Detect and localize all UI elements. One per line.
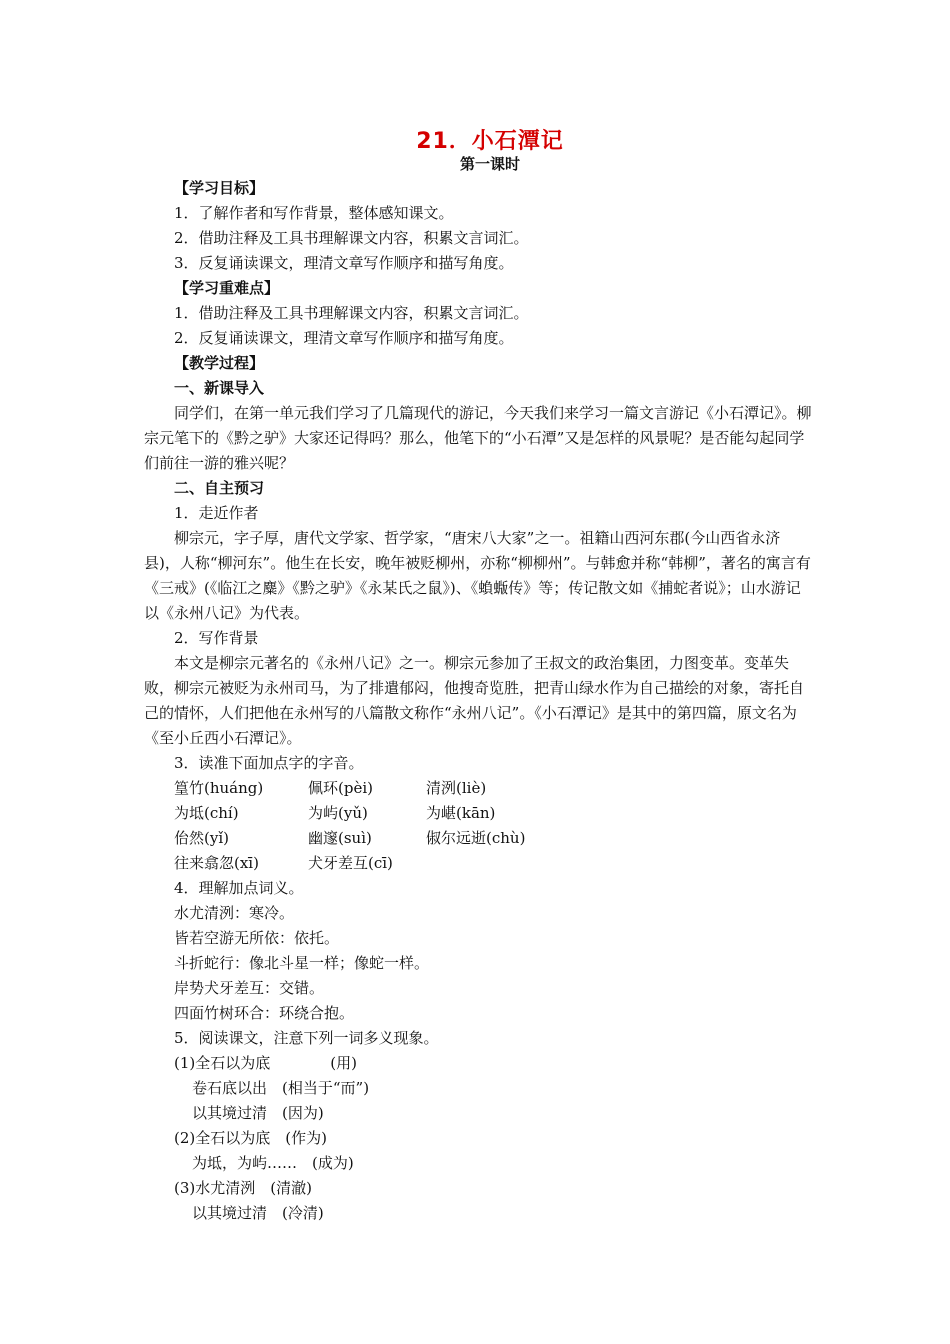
goal-item: 2．借助注释及工具书理解课文内容，积累文言词汇。 <box>174 229 529 247</box>
part-heading-intro: 一、新课导入 <box>174 379 265 397</box>
pron-item: 清洌(liè) <box>426 779 487 797</box>
pron-item: 篁竹(huáng) <box>174 779 264 797</box>
pron-item: 为屿(yǔ) <box>308 804 368 822</box>
document-body <box>144 176 814 1226</box>
polysemy-line: 以其境过清 (因为) <box>192 1104 324 1122</box>
subsection-title-pronunciation: 3．读准下面加点字的字音。 <box>174 754 364 772</box>
pron-item: 犬牙差互(cī) <box>308 854 393 872</box>
background-paragraph: 本文是柳宗元著名的《永州八记》之一。柳宗元参加了王叔文的政治集团，力图变革。变革失败，柳宗元被贬为永州司马，为了排遣郁闷，他搜奇览胜，把青山绿水作为自己描绘的对象，寄托自己的情怀，人们把他在永州写的八篇散文称作“永州八记”。《小石潭记》是其中的第四篇，原文名为《至小丘西小石潭记》。 <box>144 654 805 747</box>
pronunciation-grid <box>144 776 814 876</box>
pron-item: 往来翕忽(xī) <box>174 854 259 872</box>
definition-item: 水尤清洌：寒冷。 <box>174 904 295 922</box>
pron-item: 佩环(pèi) <box>308 779 373 797</box>
goal-item: 3．反复诵读课文，理清文章写作顺序和描写角度。 <box>174 254 514 272</box>
polysemy-line: (2)全石以为底 (作为) <box>174 1129 327 1147</box>
pron-item: 为坻(chí) <box>174 804 239 822</box>
author-paragraph: 柳宗元，字子厚，唐代文学家、哲学家，“唐宋八大家”之一。祖籍山西河东郡(今山西省永济县)，人称“柳河东”。他生在长安，晚年被贬柳州，亦称“柳柳州”。与韩愈并称“韩柳”，著名的寓言有《三戒》(《临江之麋》《黔之驴》《永某氏之鼠》)、《蝜蝂传》等；传记散文如《捕蛇者说》；山水游记以《永州八记》为代表。 <box>144 529 811 622</box>
polysemy-note: (用) <box>330 1054 357 1072</box>
definition-item: 岸势犬牙差互：交错。 <box>174 979 325 997</box>
definition-item: 皆若空游无所依：依托。 <box>174 929 340 947</box>
keypoint-item: 1．借助注释及工具书理解课文内容，积累文言词汇。 <box>174 304 529 322</box>
pron-item: 俶尔远逝(chù) <box>426 829 526 847</box>
polysemy-line: 卷石底以出 (相当于“而”) <box>192 1079 370 1097</box>
polysemy-line: 以其境过清 (冷清) <box>192 1204 324 1222</box>
page-title: 21．小石潭记 <box>416 129 564 154</box>
intro-paragraph: 同学们，在第一单元我们学习了几篇现代的游记，今天我们来学习一篇文言游记《小石潭记》。柳宗元笔下的《黔之驴》大家还记得吗？那么，他笔下的“小石潭”又是怎样的风景呢？是否能勾起同学们前往一游的雅兴呢？ <box>144 404 812 472</box>
section-heading-goals: 【学习目标】 <box>174 179 265 197</box>
subsection-title-author: 1．走近作者 <box>174 504 259 522</box>
pron-item: 佁然(yǐ) <box>174 829 229 847</box>
section-heading-process: 【教学过程】 <box>174 354 265 372</box>
definition-item: 斗折蛇行：像北斗星一样；像蛇一样。 <box>174 954 430 972</box>
subsection-title-polysemy: 5．阅读课文，注意下列一词多义现象。 <box>174 1029 439 1047</box>
polysemy-line <box>144 1051 814 1076</box>
polysemy-line: 为坻，为屿…… (成为) <box>192 1154 354 1172</box>
pron-item: 幽邃(suì) <box>308 829 372 847</box>
goal-item: 1．了解作者和写作背景，整体感知课文。 <box>174 204 454 222</box>
page-subtitle: 第一课时 <box>459 155 520 173</box>
part-heading-preview: 二、自主预习 <box>174 479 265 497</box>
definition-item: 四面竹树环合：环绕合抱。 <box>174 1004 355 1022</box>
keypoint-item: 2．反复诵读课文，理清文章写作顺序和描写角度。 <box>174 329 514 347</box>
section-heading-keypoints: 【学习重难点】 <box>174 279 280 297</box>
polysemy-text: (1)全石以为底 <box>174 1054 271 1072</box>
pron-item: 为嵁(kān) <box>426 804 496 822</box>
subsection-title-definitions: 4．理解加点词义。 <box>174 879 304 897</box>
pron-item <box>426 851 576 876</box>
subsection-title-background: 2．写作背景 <box>174 629 259 647</box>
polysemy-line: (3)水尤清洌 (清澈) <box>174 1179 312 1197</box>
